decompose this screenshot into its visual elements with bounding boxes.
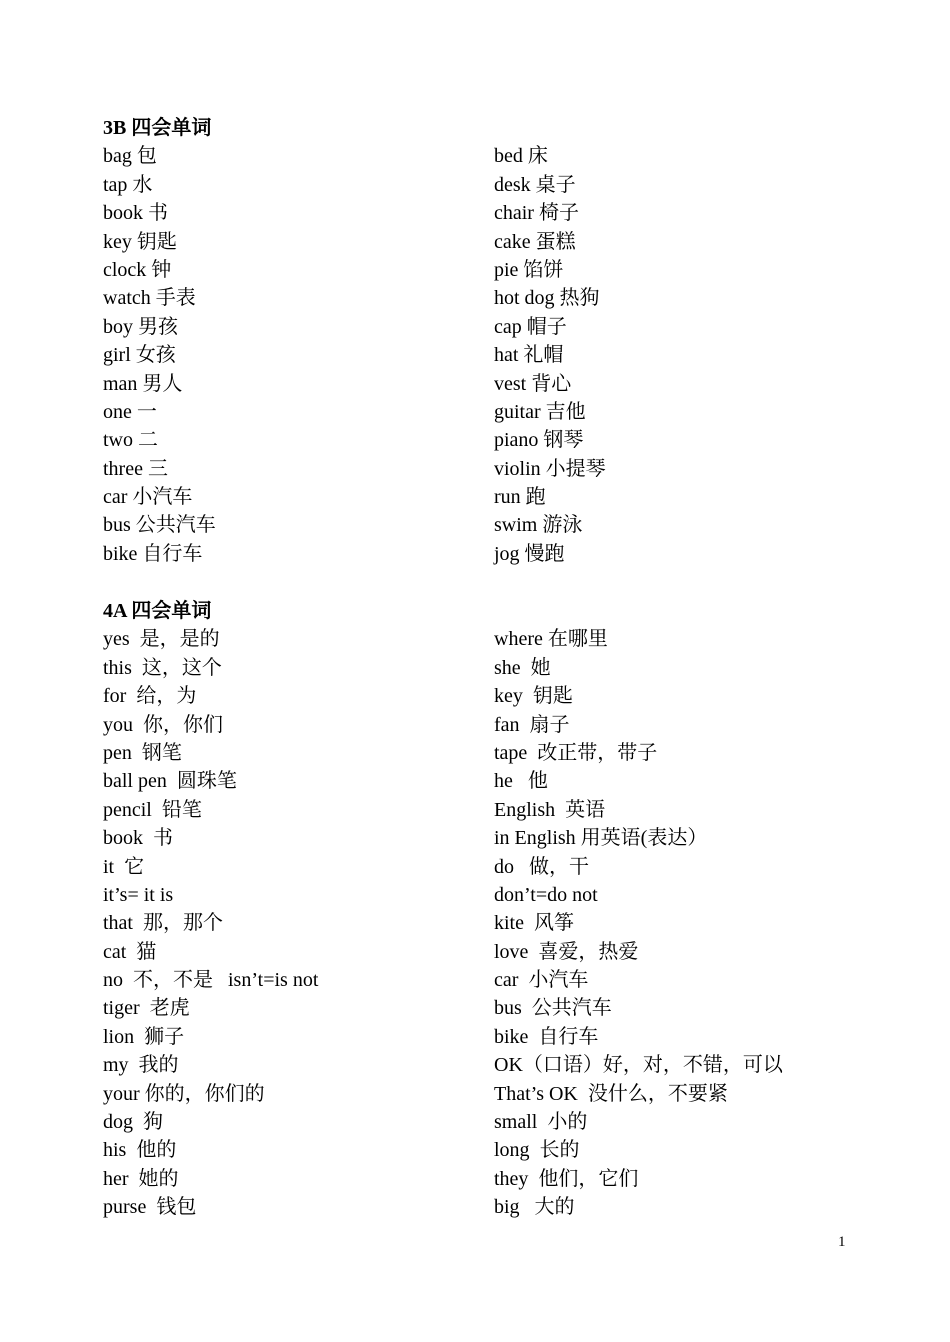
word-entry: bed 床 [494,145,548,168]
word-entry: piano 钢琴 [494,429,584,452]
left-column [103,142,494,568]
word-entry: small 小的 [494,1111,588,1134]
left-column [103,625,494,1221]
word-entry: pen 钢笔 [103,741,182,764]
word-entry: ball pen 圆珠笔 [103,770,237,793]
word-entry: dog 狗 [103,1111,163,1134]
word-entry: tape 改正带，带子 [494,741,658,764]
word-entry: bag 包 [103,145,157,168]
word-entry: he 他 [494,770,548,793]
word-entry: boy 男孩 [103,315,178,338]
word-entry: she 她 [494,656,551,679]
word-entry: yes 是，是的 [103,628,220,651]
word-entry: do 做，干 [494,855,589,878]
word-entry: girl 女孩 [103,344,176,367]
word-entry: long 长的 [494,1139,580,1162]
word-columns [103,625,863,1221]
word-entry: bike 自行车 [494,1025,599,1048]
word-entry: pencil 铅笔 [103,798,202,821]
word-entry: three 三 [103,457,168,480]
word-entry: vest 背心 [494,372,572,395]
word-entry: they 他们，它们 [494,1167,639,1190]
word-entry: her 她的 [103,1167,179,1190]
word-entry: hot dog 热狗 [494,287,600,310]
word-entry: in English 用英语(表达） [494,827,708,850]
word-entry: for 给，为 [103,685,197,708]
word-entry: guitar 吉他 [494,400,586,423]
word-entry: English 英语 [494,798,606,821]
word-entry: swim 游泳 [494,514,583,537]
word-entry: car 小汽车 [103,486,193,509]
word-entry: cat 猫 [103,940,157,963]
section-title: 3B 四会单词 [103,117,212,139]
word-entry: hat 礼帽 [494,344,564,367]
word-entry: violin 小提琴 [494,457,606,480]
word-entry: tap 水 [103,173,153,196]
page-number: 1 [838,1234,846,1250]
word-entry: this 这，这个 [103,656,222,679]
word-entry: no 不，不是 isn’t=is not [103,969,319,992]
word-entry: That’s OK 没什么，不要紧 [494,1082,728,1105]
word-entry: love 喜爱，热爱 [494,940,639,963]
word-entry: one 一 [103,400,157,423]
word-entry: book 书 [103,827,173,850]
word-entry: watch 手表 [103,287,196,310]
word-entry: fan 扇子 [494,713,570,736]
word-entry: key 钥匙 [494,685,573,708]
word-entry: jog 慢跑 [494,542,565,565]
word-entry: run 跑 [494,486,546,509]
word-entry: bus 公共汽车 [103,514,216,537]
word-entry: clock 钟 [103,258,172,281]
word-entry: it 它 [103,855,145,878]
right-column [494,142,863,568]
word-entry: tiger 老虎 [103,997,190,1020]
word-entry: chair 椅子 [494,202,579,225]
word-entry: key 钥匙 [103,230,177,253]
section-title: 4A 四会单词 [103,600,212,622]
section-3b [103,114,863,568]
word-entry: book 书 [103,202,168,225]
word-entry: desk 桌子 [494,173,576,196]
word-entry: two 二 [103,429,158,452]
word-entry: car 小汽车 [494,969,589,992]
right-column [494,625,863,1221]
word-entry: bike 自行车 [103,542,203,565]
section-4a [103,597,863,1222]
word-columns [103,142,863,568]
word-entry: your 你的，你们的 [103,1082,265,1105]
word-entry: where 在哪里 [494,628,608,651]
word-entry: man 男人 [103,372,183,395]
word-entry: my 我的 [103,1054,179,1077]
word-entry: that 那，那个 [103,912,223,935]
word-entry: cap 帽子 [494,315,567,338]
word-entry: it’s= it is [103,883,174,906]
word-entry: big 大的 [494,1196,575,1219]
word-entry: you 你，你们 [103,713,223,736]
word-entry: OK（口语）好，对，不错，可以 [494,1054,783,1077]
word-entry: kite 风筝 [494,912,574,935]
word-entry: his 他的 [103,1139,177,1162]
word-entry: don’t=do not [494,883,598,906]
word-entry: cake 蛋糕 [494,230,576,253]
word-entry: bus 公共汽车 [494,997,612,1020]
word-entry: lion 狮子 [103,1025,185,1048]
word-entry: purse 钱包 [103,1196,197,1219]
word-entry: pie 馅饼 [494,258,564,281]
